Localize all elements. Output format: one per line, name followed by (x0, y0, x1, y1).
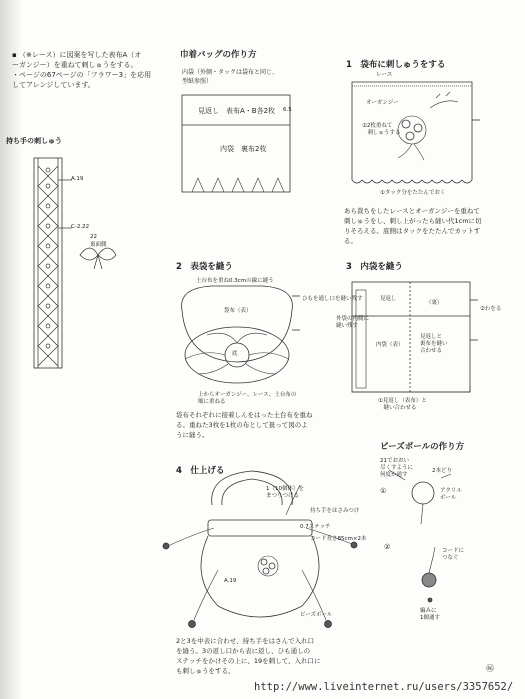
step2-title: 2 表袋を縫う (176, 262, 233, 272)
step4-handle-note: 持ち手をはさみつけ (310, 508, 360, 514)
step4-top-note: 1（10個体）を まつりつける (266, 486, 304, 499)
step4-stitch-note: 0.7ステッチ (300, 524, 331, 530)
materials-note: 内袋（外側・タックは袋布と同じ、 型紙参照） (182, 69, 279, 85)
label-hollow: 裏面側 (90, 242, 107, 248)
step2-bag-label: 袋布（表） (224, 308, 252, 314)
step3-left-note: 外袋の内側に 縫い残す (336, 316, 370, 329)
bead-acrylic-label: アクリル ボール (440, 488, 462, 501)
step1-fold-note: ①タック分をたたんでおく (380, 190, 446, 196)
label-c222: C-2.22 (71, 224, 90, 230)
step1-stack-note: ②2枚重ねて 刺しゅうする (362, 123, 401, 136)
bead-cord-end-note: コードに つなぐ (442, 548, 465, 561)
step3-right-note: 見返しと 裏布を縫い 合わせる (420, 334, 448, 354)
step4-a19-label: A.19 (224, 578, 237, 584)
step2-bottom-label: 底 (232, 351, 238, 357)
step1-text: あら裁ちをしたレースとオーガンジーを重ねて 刺しゅうをし、刺し上がったら縫い代1cmに切 りそろえる。底側はタックをたたんでカットす る。 (344, 207, 482, 245)
strap-title: 持ち手の刺しゅう (6, 137, 62, 145)
watermark-url: http://www.liveinternet.ru/users/3357652/ (254, 681, 514, 693)
step3-back-label: （裏） (426, 300, 443, 306)
main-title: 巾着バッグの作り方 (180, 50, 257, 60)
step2-diagram (182, 286, 300, 383)
bead-step1-marker: ① (380, 487, 387, 495)
page-number: ㊻ (486, 664, 494, 673)
pattern-outer-label: 見返し 表布A・B各2枚 (198, 107, 276, 115)
bead-title: ビーズボールの作り方 (380, 442, 465, 452)
step1-title: 1 袋布に刺しゅうをする (346, 60, 446, 70)
step1-lace-label: レース (376, 72, 393, 78)
bead-note1: 21でおおい 尽くすように 何度か通す (380, 458, 414, 478)
label-22: 22 (90, 234, 97, 240)
step4-text: 2と3を中表に合わせ、持ち手をはさんで入れ口 を縫う。3の返し口から表に返し、ひも通しの ステッチをかけその上に、19を刺して、入れ口に も刺しゅうをする。 (176, 637, 321, 675)
step2-under-note: 上からオーガンジー、レース、土台布の 順に重ねる (198, 392, 297, 405)
step3-title: 3 内袋を縫う (346, 262, 403, 272)
strap-embroidery-diagram (34, 158, 116, 368)
step1-organdy-label: オーガンジー (366, 100, 399, 106)
step3-fold-label: ②わをる (480, 306, 502, 312)
step2-top-note: 土台布を重ね0.3cmの線に縫う (196, 278, 274, 284)
step2-side-note: ひもを通し口を縫い残す (302, 296, 363, 302)
bead-note2: 2本どり (432, 468, 452, 474)
step2-text: 袋布それぞれに接着しんをはった土台布を重ね る。重ねた3枚を1枚の布として扱って図のよ うに縫う。 (176, 411, 313, 439)
bead-step2-marker: ② (384, 543, 391, 551)
bead-hanging-note: 編みに 1個通す (420, 608, 440, 621)
step4-title: 4 仕上げる (176, 466, 225, 476)
step3-inner-label: 内袋（表） (376, 342, 404, 348)
step4-diagram (163, 471, 360, 628)
step4-cord-note: コード長さ85cm×2本 (310, 536, 367, 542)
pattern-outer-dim: 6.5 (283, 107, 292, 113)
intro-paragraph: ▪ （※レース）に図案を写した表布A（オ ーガンジー）を重ねて刺しゅうをする。 ・ページの67ページの「フラワー3」を応用 してアレンジしています。 (12, 51, 152, 89)
label-a19: A.19 (71, 176, 84, 182)
step4-bead-note: ビーズボール (300, 612, 333, 618)
pattern-inner-label: 内袋 裏布2枚 (220, 145, 267, 153)
step3-facing-label: 見返し (380, 296, 397, 302)
step3-diagram (352, 282, 478, 392)
step3-bottom-note: ①見返し（表布）と 縫い合わせる (378, 398, 427, 411)
